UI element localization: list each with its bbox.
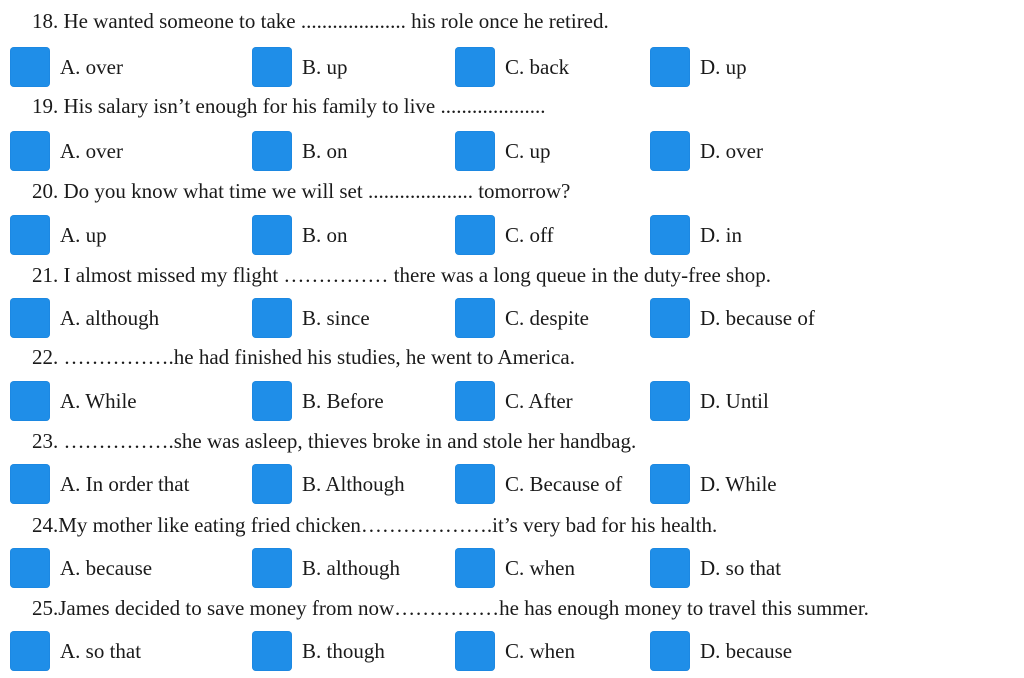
option-label: B. although	[302, 555, 400, 580]
answer-checkbox[interactable]	[252, 47, 292, 87]
option-label: C. when	[505, 638, 575, 663]
option-c[interactable]	[455, 461, 622, 507]
option-d[interactable]	[650, 545, 781, 591]
option-d[interactable]	[650, 378, 769, 424]
option-d[interactable]	[650, 628, 792, 674]
option-label: B. Although	[302, 471, 405, 496]
option-label: D. because	[700, 638, 793, 663]
option-label: B. on	[302, 222, 348, 247]
option-b[interactable]	[252, 461, 405, 507]
option-label: C. when	[505, 555, 575, 580]
answer-checkbox[interactable]	[252, 215, 292, 255]
answer-checkbox[interactable]	[650, 381, 690, 421]
question-20: 20. Do you know what time we will set .................... tomorrow?	[32, 179, 571, 203]
option-b[interactable]	[252, 545, 400, 591]
answer-checkbox[interactable]	[650, 464, 690, 504]
question-22: 22. …………….he had finished his studies, he went to America.	[32, 345, 575, 369]
answer-checkbox[interactable]	[650, 47, 690, 87]
answer-checkbox[interactable]	[10, 464, 50, 504]
answer-checkbox[interactable]	[650, 631, 690, 671]
option-c[interactable]	[455, 212, 554, 258]
answer-checkbox[interactable]	[650, 215, 690, 255]
options-19	[0, 128, 1024, 174]
options-24	[0, 545, 1024, 591]
option-label: A. up	[60, 222, 107, 247]
option-c[interactable]	[455, 295, 589, 341]
option-b[interactable]	[252, 44, 348, 90]
answer-checkbox[interactable]	[252, 464, 292, 504]
options-23	[0, 461, 1024, 507]
option-d[interactable]	[650, 295, 815, 341]
option-c[interactable]	[455, 628, 575, 674]
option-label: C. Because of	[505, 471, 623, 496]
answer-checkbox[interactable]	[455, 131, 495, 171]
question-24: 24.My mother like eating fried chicken……………….it’s very bad for his health.	[32, 513, 718, 537]
option-a[interactable]	[10, 44, 123, 90]
option-label: D. Until	[700, 388, 769, 413]
answer-checkbox[interactable]	[252, 548, 292, 588]
answer-checkbox[interactable]	[252, 131, 292, 171]
option-label: D. up	[700, 54, 747, 79]
answer-checkbox[interactable]	[455, 381, 495, 421]
option-d[interactable]	[650, 461, 777, 507]
option-a[interactable]	[10, 128, 123, 174]
option-label: C. up	[505, 138, 551, 163]
options-21	[0, 295, 1024, 341]
option-a[interactable]	[10, 295, 159, 341]
option-b[interactable]	[252, 212, 348, 258]
option-label: A. In order that	[60, 471, 190, 496]
option-a[interactable]	[10, 461, 189, 507]
option-label: D. in	[700, 222, 742, 247]
option-label: D. so that	[700, 555, 782, 580]
question-21: 21. I almost missed my flight …………… there was a long queue in the duty-free shop.	[32, 263, 771, 287]
question-19: 19. His salary isn’t enough for his family to live ....................	[32, 94, 546, 118]
option-label: C. back	[505, 54, 570, 79]
option-label: B. Before	[302, 388, 384, 413]
answer-checkbox[interactable]	[650, 131, 690, 171]
option-a[interactable]	[10, 378, 137, 424]
option-d[interactable]	[650, 44, 747, 90]
option-c[interactable]	[455, 44, 569, 90]
answer-checkbox[interactable]	[252, 631, 292, 671]
answer-checkbox[interactable]	[455, 298, 495, 338]
option-label: D. because of	[700, 305, 815, 330]
question-18: 18. He wanted someone to take .................... his role once he retired.	[32, 9, 609, 33]
option-b[interactable]	[252, 295, 370, 341]
options-25	[0, 628, 1024, 674]
answer-checkbox[interactable]	[10, 298, 50, 338]
answer-checkbox[interactable]	[455, 47, 495, 87]
option-label: A. because	[60, 555, 153, 580]
option-d[interactable]	[650, 128, 763, 174]
option-a[interactable]	[10, 628, 141, 674]
options-22	[0, 378, 1024, 424]
answer-checkbox[interactable]	[252, 298, 292, 338]
answer-checkbox[interactable]	[650, 298, 690, 338]
option-label: B. on	[302, 138, 348, 163]
option-a[interactable]	[10, 545, 152, 591]
answer-checkbox[interactable]	[252, 381, 292, 421]
option-b[interactable]	[252, 628, 385, 674]
option-c[interactable]	[455, 545, 575, 591]
option-label: D. over	[700, 138, 763, 163]
option-a[interactable]	[10, 212, 107, 258]
question-25: 25.James decided to save money from now……………he has enough money to travel this summer.	[32, 596, 869, 620]
option-c[interactable]	[455, 128, 551, 174]
option-label: A. over	[60, 54, 123, 79]
option-label: C. After	[505, 388, 573, 413]
option-b[interactable]	[252, 128, 348, 174]
answer-checkbox[interactable]	[10, 47, 50, 87]
answer-checkbox[interactable]	[10, 131, 50, 171]
question-23: 23. …………….she was asleep, thieves broke in and stole her handbag.	[32, 429, 637, 453]
option-b[interactable]	[252, 378, 384, 424]
answer-checkbox[interactable]	[455, 631, 495, 671]
answer-checkbox[interactable]	[10, 381, 50, 421]
answer-checkbox[interactable]	[455, 215, 495, 255]
options-20	[0, 212, 1024, 258]
option-label: C. off	[505, 222, 554, 247]
option-d[interactable]	[650, 212, 742, 258]
answer-checkbox[interactable]	[650, 548, 690, 588]
option-c[interactable]	[455, 378, 573, 424]
option-label: B. since	[302, 305, 370, 330]
options-18	[0, 44, 1024, 90]
answer-checkbox[interactable]	[10, 631, 50, 671]
option-label: B. up	[302, 54, 348, 79]
option-label: B. though	[302, 638, 385, 663]
answer-checkbox[interactable]	[455, 548, 495, 588]
answer-checkbox[interactable]	[10, 548, 50, 588]
option-label: A. over	[60, 138, 123, 163]
option-label: C. despite	[505, 305, 589, 330]
option-label: A. While	[60, 388, 137, 413]
option-label: A. although	[60, 305, 160, 330]
answer-checkbox[interactable]	[455, 464, 495, 504]
option-label: A. so that	[60, 638, 142, 663]
answer-checkbox[interactable]	[10, 215, 50, 255]
option-label: D. While	[700, 471, 777, 496]
